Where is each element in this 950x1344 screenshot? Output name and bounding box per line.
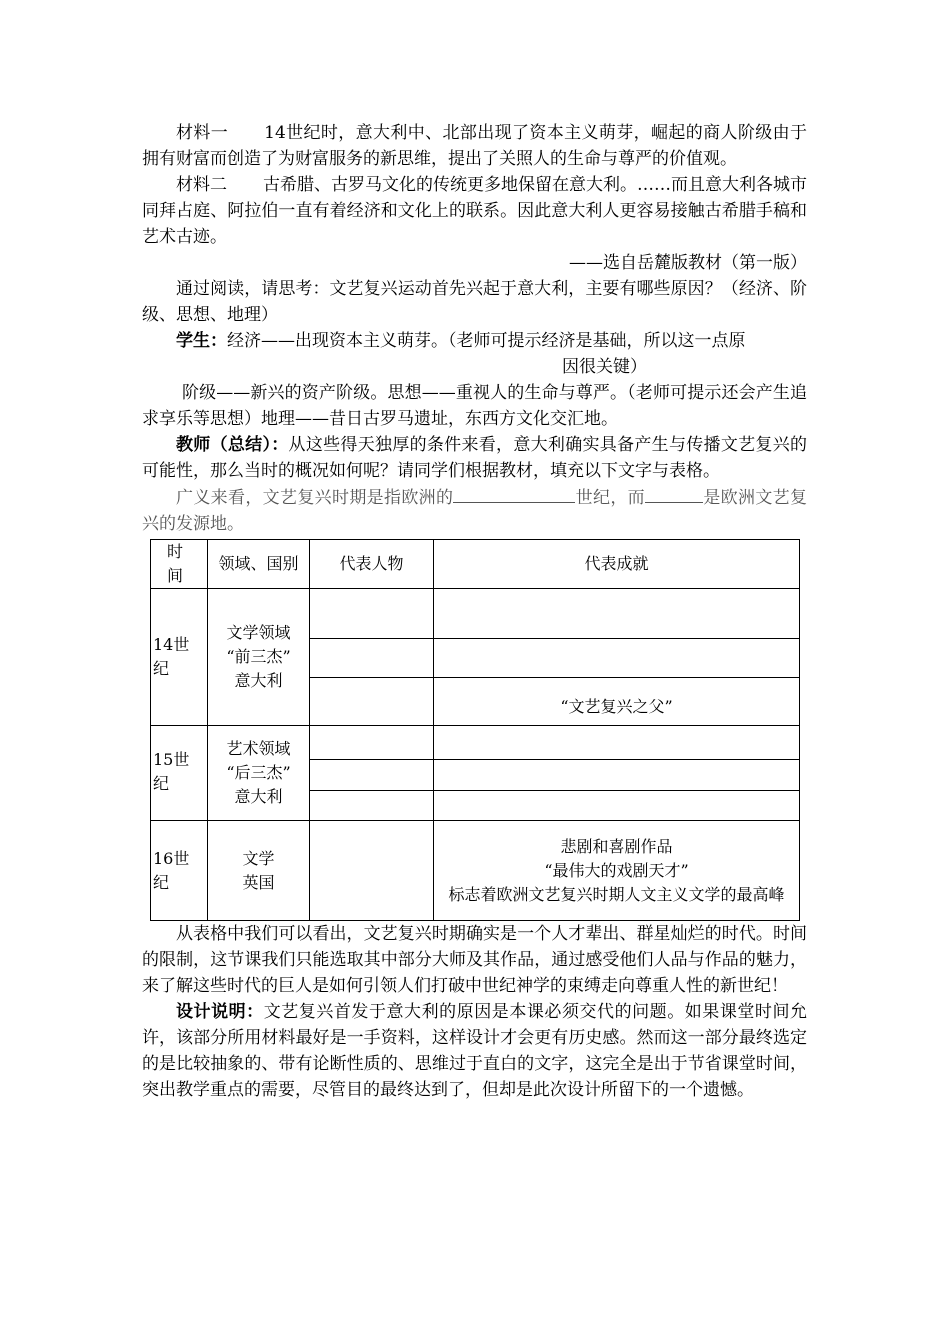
design-note-text: 文艺复兴首发于意大利的原因是本课必须交代的问题。如果课堂时间允许，该部分所用材料最好是一手资料，这样设计才会更有历史感。然而这一部分最终选定的是比较抽象的、带有论断性质的、思维过于直白的文字，这完全是出于节省课堂时间，突出教学重点的需要，尽管目的最终达到了，但却是此次设计所留下的一个遗憾。 [142, 1002, 808, 1100]
table-row [151, 589, 800, 639]
row14-person-1[interactable] [310, 589, 434, 639]
row16-work [434, 821, 800, 921]
material-two-paragraph [142, 172, 807, 250]
material-two-label: 材料二 [176, 175, 227, 195]
row15-field-line: 艺术领域 [226, 739, 291, 758]
renaissance-table [150, 539, 800, 921]
century-blank[interactable] [453, 484, 575, 503]
table-header-row [151, 540, 800, 589]
row14-work-1[interactable] [434, 589, 800, 639]
row15-work-1[interactable] [434, 726, 800, 760]
row14-field [208, 589, 310, 726]
header-time: 时 间 [151, 540, 208, 589]
row15-person-3[interactable] [310, 791, 434, 821]
row16-field [208, 821, 310, 921]
student-line-3: 阶级——新兴的资产阶级。思想——重视人的生命与尊严。（老师可提示还会产生追求享乐等思想）地理——昔日古罗马遗址，东西方文化交汇地。 [142, 383, 807, 429]
row14-work-3: “文艺复兴之父” [434, 678, 800, 726]
material-one-text: 14世纪时，意大利中、北部出现了资本主义萌芽，崛起的商人阶级由于拥有财富而创造了为财富服务的新思维，提出了关照人的生命与尊严的价值观。 [142, 123, 807, 169]
fill-part-2: 世纪，而 [575, 488, 646, 508]
row16-field-line: 英国 [242, 872, 275, 892]
row15-person-1[interactable] [310, 726, 434, 760]
row16-field-line: 文学 [242, 848, 275, 868]
row15-field [208, 726, 310, 821]
row14-time: 14世纪 [151, 589, 208, 726]
document-page [142, 120, 807, 1103]
origin-blank[interactable] [645, 484, 703, 503]
row14-field-line: 文学领域 [226, 623, 291, 642]
student-line-1: 经济——出现资本主义萌芽。（老师可提示经济是基础，所以这一点原 [227, 331, 746, 351]
row16-person[interactable] [310, 821, 434, 921]
row14-person-3[interactable] [310, 678, 434, 726]
fill-part-3: 是欧洲文艺复兴的发源地。 [142, 488, 808, 534]
material-one-paragraph [142, 120, 807, 172]
row15-work-3[interactable] [434, 791, 800, 821]
question-paragraph: 通过阅读，请思考：文艺复兴运动首先兴起于意大利，主要有哪些原因？（经济、阶级、思想、地理） [142, 279, 807, 325]
row16-time: 16世纪 [151, 821, 208, 921]
row14-field-line: 意大利 [234, 671, 283, 690]
header-person: 代表人物 [310, 540, 434, 589]
row14-person-2[interactable] [310, 639, 434, 678]
student-line-2: 因很关键） [562, 357, 647, 377]
row14-field-line: “前三杰” [226, 647, 291, 666]
conclusion-paragraph: 从表格中我们可以看出，文艺复兴时期确实是一个人才辈出、群星灿烂的时代。时间的限制，这节课我们只能选取其中部分大师及其作品，通过感受他们人品与作品的魅力，来了解这些时代的巨人是如何引领人们打破中世纪神学的束缚走向尊重人性的新世纪！ [142, 924, 807, 996]
table-row [151, 726, 800, 760]
design-note-label: 设计说明： [176, 1002, 264, 1022]
student-label: 学生： [176, 331, 227, 351]
design-note-paragraph [142, 999, 807, 1103]
material-two-text: 古希腊、古罗马文化的传统更多地保留在意大利。……而且意大利各城市同拜占庭、阿拉伯一直有着经济和文化上的联系。因此意大利人更容易接触古希腊手稿和艺术古迹。 [142, 175, 807, 247]
header-achievement: 代表成就 [434, 540, 800, 589]
student-paragraph [142, 328, 807, 354]
row16-work-line: 悲剧和喜剧作品 [560, 836, 673, 856]
row15-time: 15世纪 [151, 726, 208, 821]
row15-person-2[interactable] [310, 760, 434, 791]
fill-part-1: 广义来看，文艺复兴时期是指欧洲的 [176, 488, 454, 508]
table-row [151, 821, 800, 921]
row14-work-2[interactable] [434, 639, 800, 678]
teacher-label: 教师（总结）： [176, 435, 289, 455]
row15-field-line: “后三杰” [226, 763, 291, 782]
teacher-paragraph [142, 432, 807, 484]
teacher-text: 从这些得天独厚的条件来看，意大利确实具备产生与传播文艺复兴的可能性，那么当时的概况如何呢？请同学们根据教材，填充以下文字与表格。 [142, 435, 808, 481]
row15-work-2[interactable] [434, 760, 800, 791]
row16-work-line: “最伟大的戏剧天才” [544, 860, 689, 880]
fill-in-sentence [142, 484, 807, 537]
material-one-label: 材料一 [176, 123, 229, 143]
header-field: 领域、国别 [208, 540, 310, 589]
row15-field-line: 意大利 [234, 787, 283, 806]
row16-work-line: 标志着欧洲文艺复兴时期人文主义文学的最高峰 [448, 884, 785, 904]
source-citation: ——选自岳麓版教材（第一版） [569, 253, 807, 273]
